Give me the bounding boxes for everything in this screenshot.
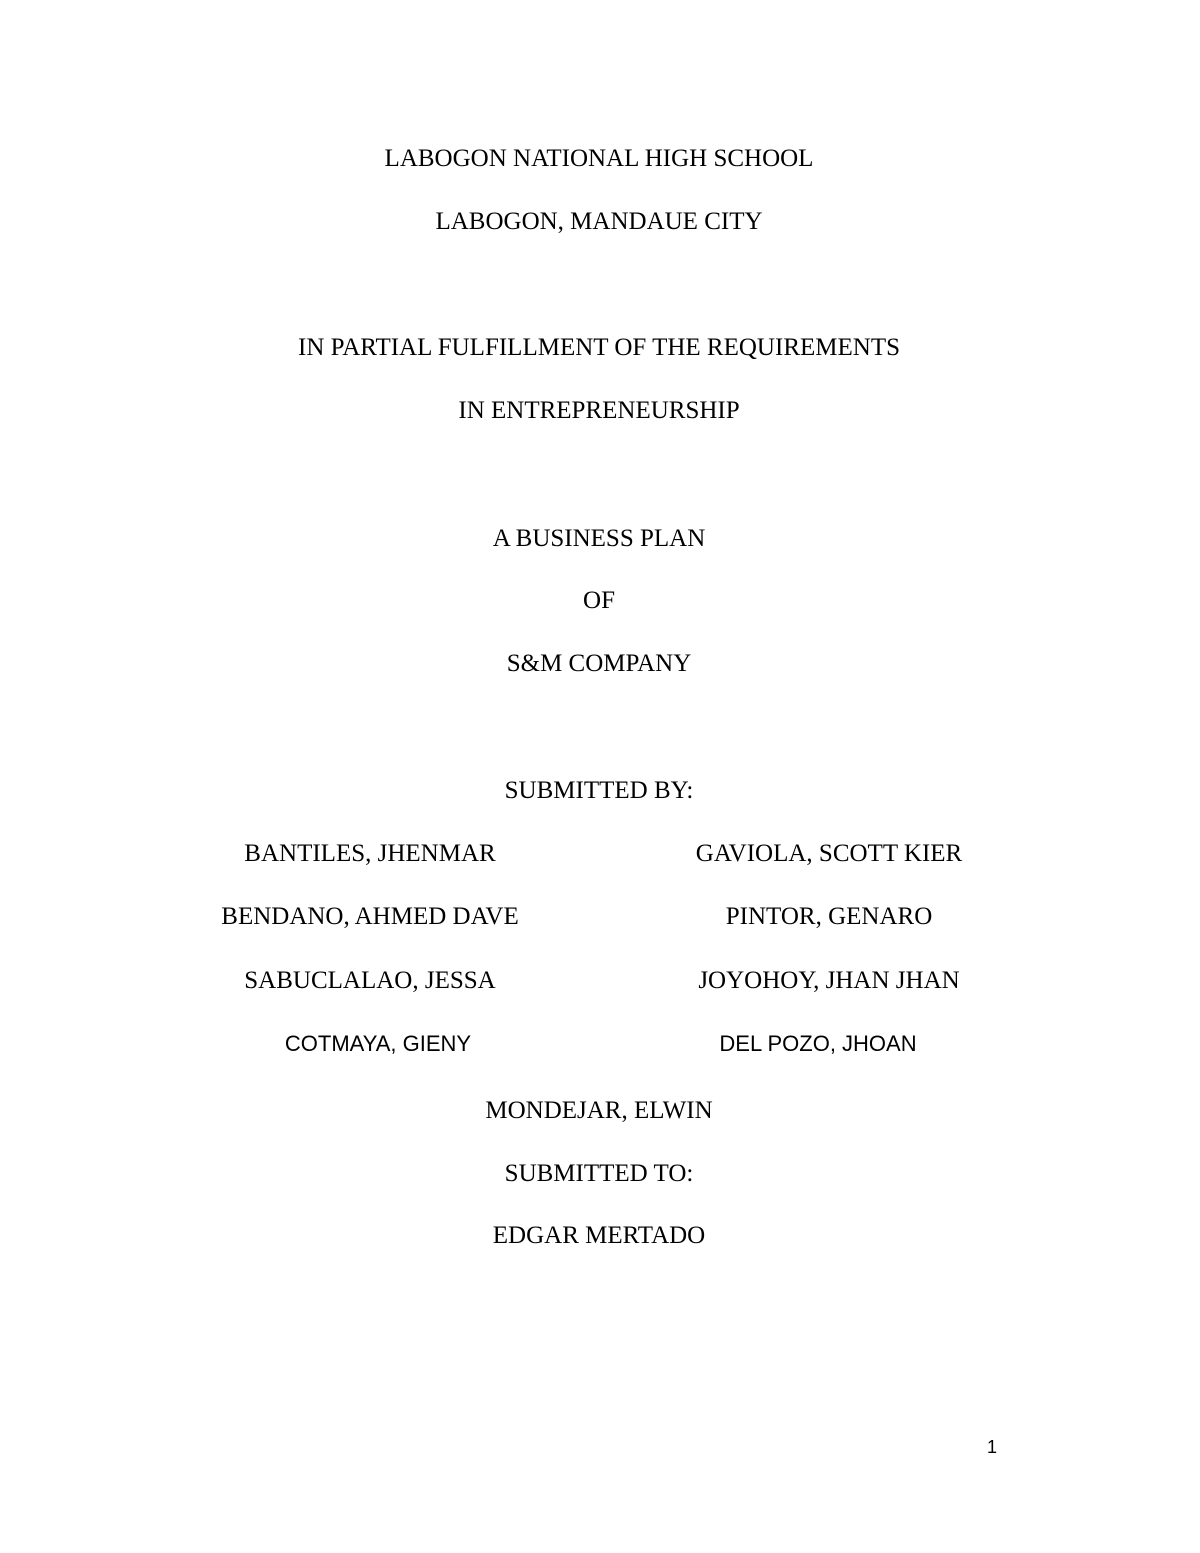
title-line-2: OF	[583, 587, 615, 614]
submitted-to-label: SUBMITTED TO:	[504, 1160, 694, 1187]
member-right-4: DEL POZO, JHOAN	[719, 1031, 917, 1056]
submitted-to-name: EDGAR MERTADO	[492, 1222, 706, 1249]
purpose-line-2: IN ENTREPRENEURSHIP	[458, 397, 740, 424]
company-name: S&M COMPANY	[506, 650, 692, 677]
school-name: LABOGON NATIONAL HIGH SCHOOL	[384, 145, 814, 172]
school-location: LABOGON, MANDAUE CITY	[435, 208, 763, 235]
member-left-3: SABUCLALAO, JESSA	[244, 967, 496, 994]
member-left-4: COTMAYA, GIENY	[284, 1031, 472, 1056]
member-right-3: JOYOHOY, JHAN JHAN	[698, 967, 960, 994]
member-right-2: PINTOR, GENARO	[725, 903, 933, 930]
member-right-1: GAVIOLA, SCOTT KIER	[695, 840, 963, 867]
title-line-1: A BUSINESS PLAN	[492, 525, 706, 552]
submitted-by-label: SUBMITTED BY:	[504, 777, 694, 804]
member-last: MONDEJAR, ELWIN	[485, 1097, 713, 1124]
member-left-2: BENDANO, AHMED DAVE	[221, 903, 519, 930]
member-left-1: BANTILES, JHENMAR	[244, 840, 496, 867]
purpose-line-1: IN PARTIAL FULFILLMENT OF THE REQUIREMENTS	[298, 334, 900, 361]
page-number: 1	[987, 1437, 998, 1457]
